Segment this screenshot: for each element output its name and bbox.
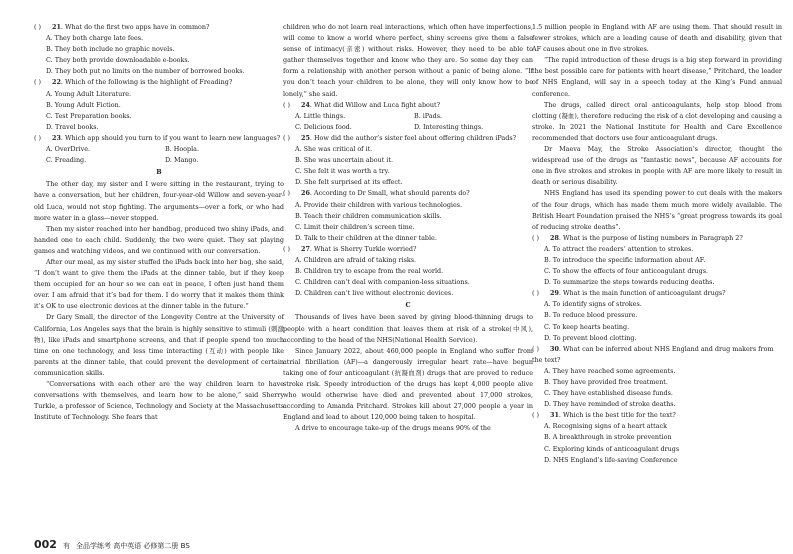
option-row: A. OverDrive. B. Hoopla. [46,145,200,154]
option: D. Travel books. [46,122,99,131]
paragraph: Then my sister reached into her handbag, produced two shiny iPads, and handed one to each child. Suddenly, the two were quiet. They sat playing games and watching videos, and we continued with our conversation. [34,224,284,255]
option: D. To prevent blood clotting. [544,333,637,342]
option: B. Young Adult Fiction. [46,100,121,109]
option: C. She felt it was worth a try. [295,167,390,176]
option: A. Young Adult Literature. [46,89,132,98]
option: C. To show the effects of four anticoagulant drugs. [544,267,709,276]
option: B. They both include no graphic novels. [46,45,175,54]
option: A. She was critical of it. [295,145,373,154]
option: B. She was uncertain about it. [295,156,393,165]
paragraph: “Conversations with each other are the way children learn to have conversations with themselves, and learn how to be alone,” said Sherry Turkle, a professor of Science, Technology and Society at the Massachusetts Institute of Technology. She fears that [34,380,284,422]
option: B. A breakthrough in stroke prevention [544,433,672,442]
page-number: 002 [34,538,57,551]
question-29: ( ) 29. What is the main function of anticoagulant drugs? [532,289,726,298]
paragraph: A drive to encourage take-up of the drugs means 90% of the [295,424,491,433]
paragraph: 1.5 million people in England with AF are using them. That should result in fewer strokes, which are a leading cause of death and disability, given that AF causes about one in five strokes. [532,23,782,54]
option: C. Exploring kinds of anticoagulant drugs [544,444,680,453]
option: A. Provide their children with various technologies. [295,200,463,209]
paragraph: Since January 2022, about 460,000 people in England who suffer from atrial fibrillation (AF)—a dangerously irregular heart rate—have begun taking one of four anticoagulant (抗凝血剂) drugs that are proved to reduce stroke risk. Speedy introduction of the drugs has kept 4,000 people alive who would otherwise have died and prevented about 17,000 strokes, according to Amanda Pritchard. Strokes kill about 27,000 people a year in England and lead to about 120,000 being taken to hospital. [283,346,533,422]
option: D. She felt surprised at its effect. [295,178,403,187]
question-22: ( ) 22. Which of the following is the highlight of Freading? [34,78,233,87]
option: D. They have reminded of stroke deaths. [544,400,676,409]
option: B. Teach their children communication skills. [295,211,442,220]
option: A. To attract the readers’ attention to strokes. [544,244,694,253]
option: C. Limit their children’s screen time. [295,222,415,231]
question-25: ( ) 25. How did the author’s sister feel about offering children iPads? [283,133,517,142]
option: C. To keep hearts beating. [544,322,630,331]
question-30: ( ) 30. What can be inferred about NHS England and drug makers from the text? [532,344,774,364]
paragraph: The drugs, called direct oral anticoagulants, help stop blood from clotting (凝血), therefore reducing the risk of a clot developing and causing a stroke. In 2021 the National Institute for Health and Care Excellence recommended that doctors use four anticoagulant drugs. [532,100,782,142]
column-1 [34,22,284,423]
paragraph: “The rapid introduction of these drugs is a big step forward in providing the best possible care for patients with heart disease,” Pritchard, the leader of NHS England, will say in a speech today at the King’s Fund annual conference. [532,56,782,98]
column-2 [283,22,533,434]
option: A. They have reached some agreements. [544,366,676,375]
question-23: ( ) 23. Which app should you turn to if you want to learn new languages? [34,133,281,142]
option: B. To reduce blood pressure. [544,311,638,320]
question-24: ( ) 24. What did Willow and Luca fight about? [283,100,441,109]
paragraph: Thousands of lives have been saved by giving blood-thinning drugs to people with a heart condition that leaves them at risk of a stroke(中风), according to the head of the NHS(National Health Service). [283,313,533,344]
option: A. Recognising signs of a heart attack [544,422,668,431]
page-footer [34,538,190,551]
section-b-heading: B [156,168,162,177]
question-31: ( ) 31. Which is the best title for the text? [532,411,676,420]
paragraph: children who do not learn real interactions, which often have imperfections, will come to know a world where perfect, shiny screens give them a false sense of intimacy(亲密) without risks. However, they need to be able to gather themselves together and know who they are. So some day they can form a relationship with another person without a panic of being alone. “If you don’t teach your children to be alone, they will only know how to be lonely,” she said. [283,23,533,98]
paragraph: After our meal, as my sister stuffed the iPads back into her bag, she said, “I don’t want to give them the iPads at the dinner table, but if they keep them occupied for an hour so we can eat in peace, I often just hand them over. I am afraid that it’s bad for them. I do worry that it makes them think it’s OK to use electronic devices at the dinner table in the future.” [34,257,284,311]
question-26: ( ) 26. According to Dr Small, what should parents do? [283,189,470,198]
option: D. Talk to their children at the dinner table. [295,233,437,242]
option: A. They both charge late fees. [46,34,144,43]
option: C. They have established disease funds. [544,389,673,398]
option: C. Test Preparation books. [46,111,132,120]
option-row: C. Freading. D. Mango. [46,156,199,165]
option: A. To identify signs of strokes. [544,300,642,309]
option: D. Children can’t live without electronic devices. [295,289,454,298]
option: A. Children are afraid of taking risks. [295,255,417,264]
option: D. To summarize the steps towards reducing deaths. [544,278,715,287]
option: B. Children try to escape from the real world. [295,267,444,276]
paragraph: NHS England has used its spending power to cut deals with the makers of the four drugs, which has made them much more widely available. The British Heart Foundation praised the NHS’s “great progress towards its goal of reducing stroke deaths”. [532,189,782,231]
option: C. They both provide downloadable e-books. [46,56,190,65]
paragraph: Dr Gary Small, the director of the Longevity Centre at the University of California, Los Angeles says that the brain is highly sensitive to stimuli (刺激物), like iPads and smartphone screens, and that if people spend too much time on one technology, and less time interacting (互动) with people like parents at the dinner table, that could prevent the development of certain communication skills. [34,313,284,377]
option-row: A. Little things. B. iPads. [295,111,443,120]
paragraph: The other day, my sister and I were sitting in the restaurant, trying to have a conversation, but her children, four-year-old Willow and seven-year-old Luca, would not stop fighting. The arguments—over a fork, or who had more water in a glass—never stopped. [34,180,284,222]
option: B. To introduce the specific information about AF. [544,255,706,264]
footer-separator: 有 [62,542,70,550]
question-21: ( ) 21. What do the first two apps have in common? [34,23,210,31]
option: D. NHS England’s life-saving Conference [544,455,678,464]
section-c-heading: C [405,301,411,310]
column-3 [532,22,782,466]
option: B. They have provided free treatment. [544,378,668,386]
footer-title: 全品学练考 高中英语 必修第二册 BS [75,542,190,550]
question-28: ( ) 28. What is the purpose of listing numbers in Paragraph 2? [532,233,743,242]
option-row: C. Delicious food. D. Interesting things. [295,122,484,131]
option: D. They both put no limits on the number of borrowed books. [46,67,245,76]
paragraph: Dr Maeva May, the Stroke Association’s director, thought the widespread use of the drugs as “fantastic news”, because AF accounts for one in five strokes and strokes in people with AF are more likely to result in death or serious disability. [532,145,782,187]
question-27: ( ) 27. What is Sherry Turkle worried? [283,244,417,253]
option: C. Children can’t deal with companion-less situations. [295,278,470,287]
